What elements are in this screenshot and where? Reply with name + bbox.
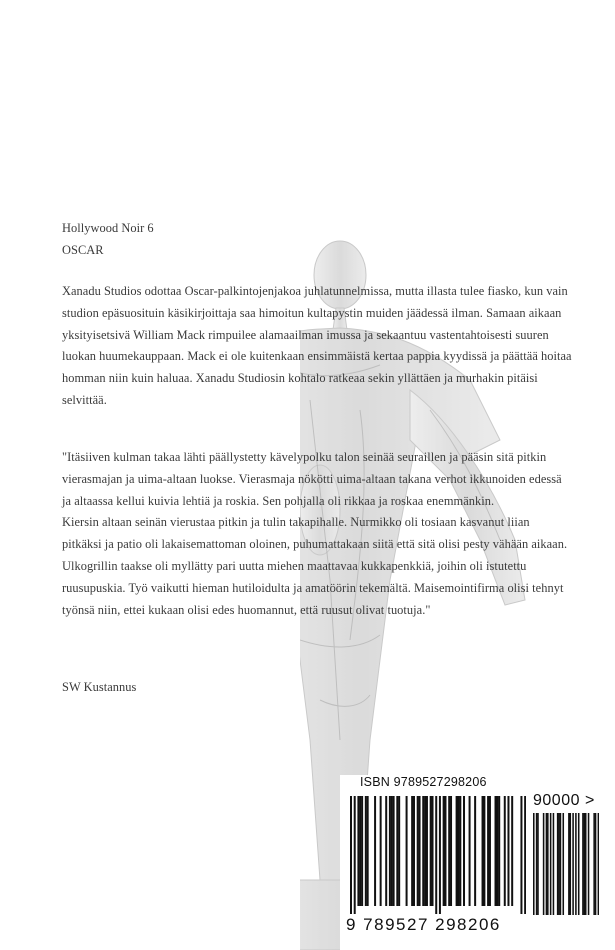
- barcode-bar: [435, 796, 437, 914]
- barcode-bar: [393, 796, 395, 906]
- addon-bar: [585, 813, 587, 915]
- excerpt-paragraph: Ulkogrillin taakse oli myllätty pari uutta miehen maattavaa kukkapenkkiä, joihin oli istutettu ruusupuskia. Työ vaikutti hieman hutiloidulta ja amatöörin tekemältä. Maisemointifirma olisi tehnyt työnsä niin, ettei kukaan olisi edes huomannut, että ruusut olivat tuotuja.": [62, 558, 564, 617]
- barcode-bar: [520, 796, 522, 914]
- barcode-bar: [380, 796, 382, 906]
- barcode-bar: [524, 796, 526, 914]
- addon-bar: [595, 813, 597, 915]
- excerpt-quote: [62, 447, 572, 621]
- addon-bar: [562, 813, 564, 915]
- addon-bar: [588, 813, 590, 915]
- excerpt-paragraph: Kiersin altaan seinän vierustaa pitkin ja tulin takapihalle. Nurmikko oli tosiaan kasvanut liian pitkäksi ja patio oli lakaisemattoman oloinen, puhumattakaan siitä että sitä olisi pesty vähään aikaan.: [62, 515, 568, 552]
- addon-bar: [568, 813, 570, 915]
- addon-bar: [560, 813, 562, 915]
- addon-bar: [536, 813, 538, 915]
- addon-bar: [593, 813, 595, 915]
- addon-bar: [575, 813, 577, 915]
- barcode-bar: [374, 796, 376, 906]
- addon-bar: [558, 813, 560, 915]
- barcode-bar: [365, 796, 367, 906]
- barcode-bar: [361, 796, 363, 906]
- barcode-bar: [419, 796, 421, 906]
- addon-bar: [572, 813, 574, 915]
- barcode-bar: [354, 796, 356, 914]
- barcode-bar: [391, 796, 393, 906]
- barcode-bar: [448, 796, 450, 906]
- series-title: Hollywood Noir 6: [62, 221, 154, 235]
- barcode-bar: [450, 796, 452, 906]
- addon-bar: [584, 813, 586, 915]
- barcode-bar: [443, 796, 445, 906]
- barcode-bar: [350, 796, 352, 914]
- title-block: [62, 218, 572, 262]
- addon-barcode-bars: [533, 813, 599, 915]
- barcode-bar: [511, 796, 513, 906]
- barcode-bar: [457, 796, 459, 906]
- addon-bar: [550, 813, 552, 915]
- addon-bar: [582, 813, 584, 915]
- addon-bar: [578, 813, 580, 915]
- price-arrow: >: [584, 792, 595, 809]
- barcode-bar: [487, 796, 489, 906]
- addon-bar: [543, 813, 545, 915]
- barcode-bar: [507, 796, 509, 906]
- barcode-bar: [398, 796, 400, 906]
- barcode-bar: [430, 796, 432, 906]
- addon-bar: [546, 813, 548, 915]
- barcode-bar: [385, 796, 387, 906]
- barcode-bar: [444, 796, 446, 906]
- barcode-bar: [389, 796, 391, 906]
- barcode-bar: [498, 796, 500, 906]
- isbn-barcode: [340, 775, 615, 950]
- price-code: [533, 792, 595, 810]
- barcode-bar: [474, 796, 476, 906]
- barcode-digits: 9 789527 298206: [346, 915, 501, 934]
- barcode-bar: [459, 796, 461, 906]
- barcode-bar: [496, 796, 498, 906]
- addon-bar: [533, 813, 535, 915]
- barcode-bar: [489, 796, 491, 906]
- barcode-bar: [411, 796, 413, 906]
- barcode-bar: [432, 796, 434, 906]
- barcode-bar: [463, 796, 465, 906]
- barcode-bar: [424, 796, 426, 906]
- synopsis-text: Xanadu Studios odottaa Oscar-palkintojenjakoa juhlatunnelmissa, mutta illasta tulee fiasko, kun vain studion epäsuosituin käsikirjoittaja saa himoitun kultapystin muiden jäädessä ilman. Samaan aikaan yksityisetsivä William Mack rimpuilee alamaailman imussa ja sekaantuu vastentahtoisesti suuren luokan huumekauppaan. Mack ei ole kuitenkaan ensimmäistä kertaa pappia kyydissä ja päättää hoitaa homman niin kuin haluaa. Xanadu Studiosin kohtalo ratkeaa sekin yllättäen ja murhakin pitäisi selvittää.: [62, 284, 572, 407]
- barcode-bar: [504, 796, 506, 906]
- addon-bar: [547, 813, 549, 915]
- addon-bar: [557, 813, 559, 915]
- barcode-bar: [406, 796, 408, 906]
- barcode-bar: [483, 796, 485, 906]
- barcode-bar: [469, 796, 471, 906]
- barcode-bar: [495, 796, 497, 906]
- barcode-bar: [396, 796, 398, 906]
- barcode-bar: [367, 796, 369, 906]
- barcode-bar: [456, 796, 458, 906]
- barcode-bar: [417, 796, 419, 906]
- price-code-value: 90000: [533, 792, 580, 809]
- isbn-label: ISBN 9789527298206: [360, 775, 487, 789]
- book-title: OSCAR: [62, 242, 104, 257]
- synopsis-paragraph: [62, 281, 572, 412]
- addon-bar: [570, 813, 572, 915]
- barcode-bar: [439, 796, 441, 914]
- addon-bar: [598, 813, 599, 915]
- barcode-bar: [426, 796, 428, 906]
- barcode-bar: [413, 796, 415, 906]
- publisher-name: SW Kustannus: [62, 680, 137, 694]
- barcode-bar: [359, 796, 361, 906]
- publisher-block: [62, 677, 572, 699]
- ean13-barcode-bars: [350, 796, 526, 914]
- excerpt-paragraph: "Itäsiiven kulman takaa lähti päällystetty kävelypolku talon seinää seuraillen ja pääsin sitä pitkin vierasmajan ja uima-altaan luokse. Vierasmaja nökötti uima-altaan takana verhot ikkunoiden edessä ja altaassa kellui kuivia lehtiä ja roskia. Sen pohjalla oli rikkaa ja roskaa enemmänkin.: [62, 450, 562, 508]
- barcode-bar: [357, 796, 359, 906]
- barcode-bar: [482, 796, 484, 906]
- barcode-bar: [422, 796, 424, 906]
- addon-bar: [553, 813, 555, 915]
- addon-bar: [537, 813, 539, 915]
